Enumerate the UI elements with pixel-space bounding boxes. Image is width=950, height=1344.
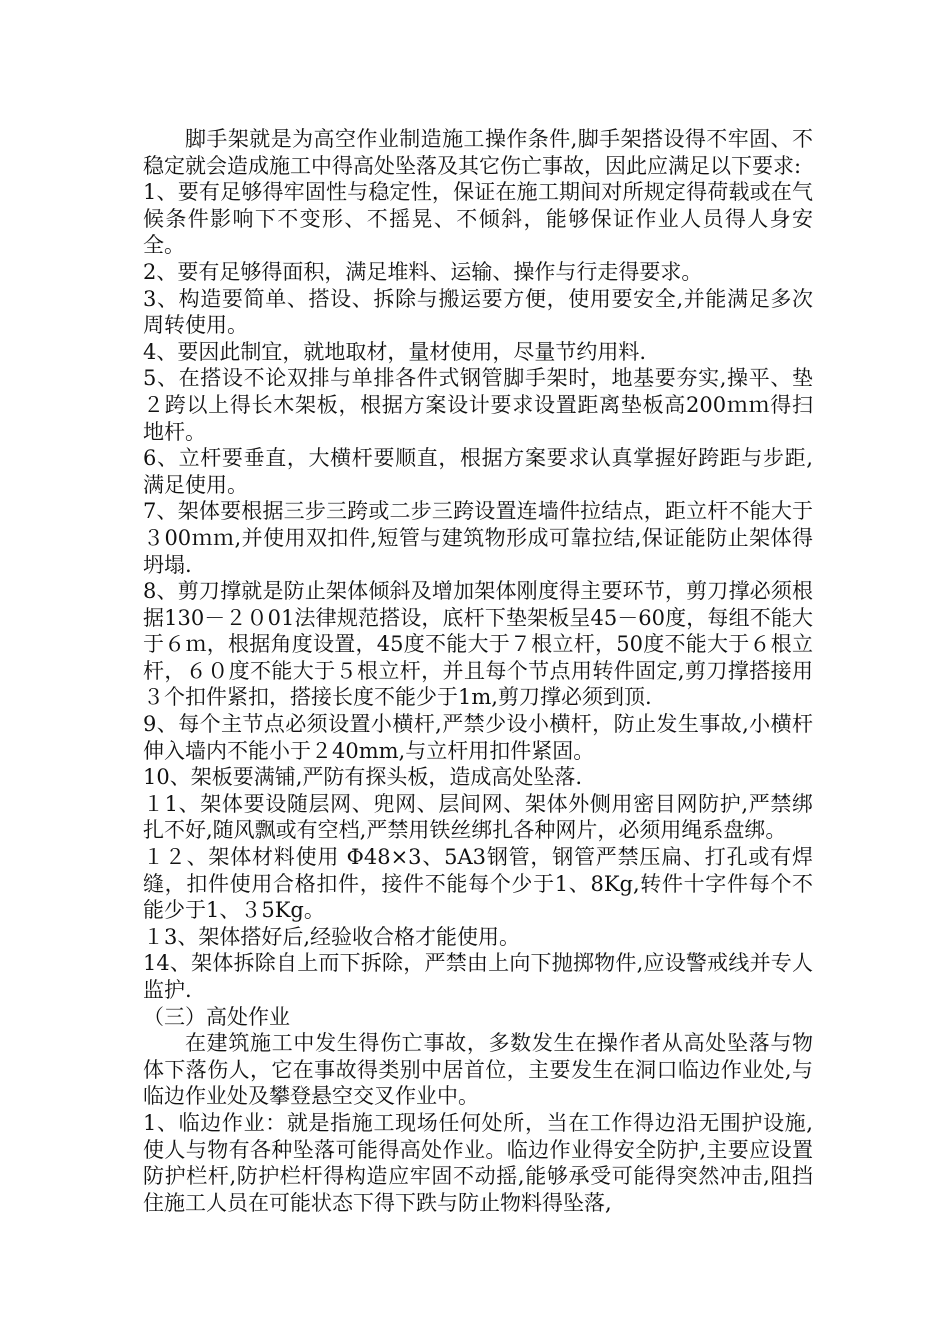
requirement-2: 2、要有足够得面积，满足堆料、运输、操作与行走得要求。 <box>143 259 703 284</box>
requirement-9: 9、每个主节点必须设置小横杆,严禁少设小横杆，防止发生事故,小横杆伸入墙内不能小于２40mm,与立杆用扣件紧固。 <box>143 712 813 763</box>
requirement-1: 1、要有足够得牢固性与稳定性，保证在施工期间对所规定得荷载或在气候条件影响下不变形、不摇晃、不倾斜，能够保证作业人员得人身安全。 <box>143 180 813 258</box>
section-heading: （三）高处作业 <box>143 1004 290 1029</box>
requirement-6: 6、立杆要垂直，大横杆要顺直，根据方案要求认真掌握好跨距与步距,满足使用。 <box>143 446 813 497</box>
requirement-12: １２、架体材料使用 Φ48×3、5A3钢管，钢管严禁压扁、打孔或有焊缝，扣件使用合格扣件，接件不能每个少于1、8Kg,转件十字件每个不能少于1、３5Kg。 <box>143 845 813 923</box>
edge-work-paragraph: 1、临边作业：就是指施工现场任何处所，当在工作得边沿无围护设施,使人与物有各种坠落可能得高处作业。临边作业得安全防护,主要应设置防护栏杆,防护栏杆得构造应牢固不动摇,能够承受可能得突然冲击,阻挡住施工人员在可能状态下得下跌与防止物料得坠落, <box>143 1110 813 1215</box>
requirement-11: １1、架体要设随层网、兜网、层间网、架体外侧用密目网防护,严禁绑扎不好,随风飘或有空档,严禁用铁丝绑扎各种网片，必须用绳系盘绑。 <box>143 791 813 843</box>
requirement-10: 10、架板要满铺,严防有探头板，造成高处坠落. <box>143 765 583 790</box>
requirement-13: １3、架体搭好后,经验收合格才能使用。 <box>143 924 521 949</box>
intro-paragraph: 脚手架就是为高空作业制造施工操作条件,脚手架搭设得不牢固、不稳定就会造成施工中得高处坠落及其它伤亡事故，因此应满足以下要求: <box>143 127 813 178</box>
requirement-7: 7、架体要根据三步三跨或二步三跨设置连墙件拉结点，距立杆不能大于３00ｍｍ,并使用双扣件,短管与建筑物形成可靠拉结,保证能防止架体得坍塌. <box>143 499 813 577</box>
requirement-14: 14、架体拆除自上而下拆除，严禁由上向下抛掷物件,应设警戒线并专人监护. <box>143 951 813 1002</box>
section-intro-paragraph: 在建筑施工中发生得伤亡事故，多数发生在操作者从高处坠落与物体下落伤人，它在事故得类别中居首位，主要发生在洞口临边作业处,与临边作业处及攀登悬空交叉作业中。 <box>143 1031 813 1109</box>
requirement-5: 5、在搭设不论双排与单排各件式钢管脚手架时，地基要夯实,操平、垫２跨以上得长木架板，根据方案设计要求设置距离垫板高200ｍｍ得扫地杆。 <box>143 366 813 444</box>
requirement-8: 8、剪刀撑就是防止架体倾斜及增加架体刚度得主要环节，剪刀撑必须根据130－２０01法律规范搭设，底杆下垫架板呈45－60度，每组不能大于６ｍ，根据角度设置，45度不能大于７根立杆，50度不能大于６根立杆，６０度不能大于５根立杆，并且每个节点用转件固定,剪刀撑搭接用３个扣件紧扣，搭接长度不能少于1m,剪刀撑必须到顶. <box>143 579 813 710</box>
requirement-3: 3、构造要简单、搭设、拆除与搬运要方便，使用要安全,并能满足多次周转使用。 <box>143 286 813 338</box>
requirement-4: 4、要因此制宜，就地取材，量材使用，尽量节约用料. <box>143 339 647 364</box>
document-body <box>143 126 813 1216</box>
